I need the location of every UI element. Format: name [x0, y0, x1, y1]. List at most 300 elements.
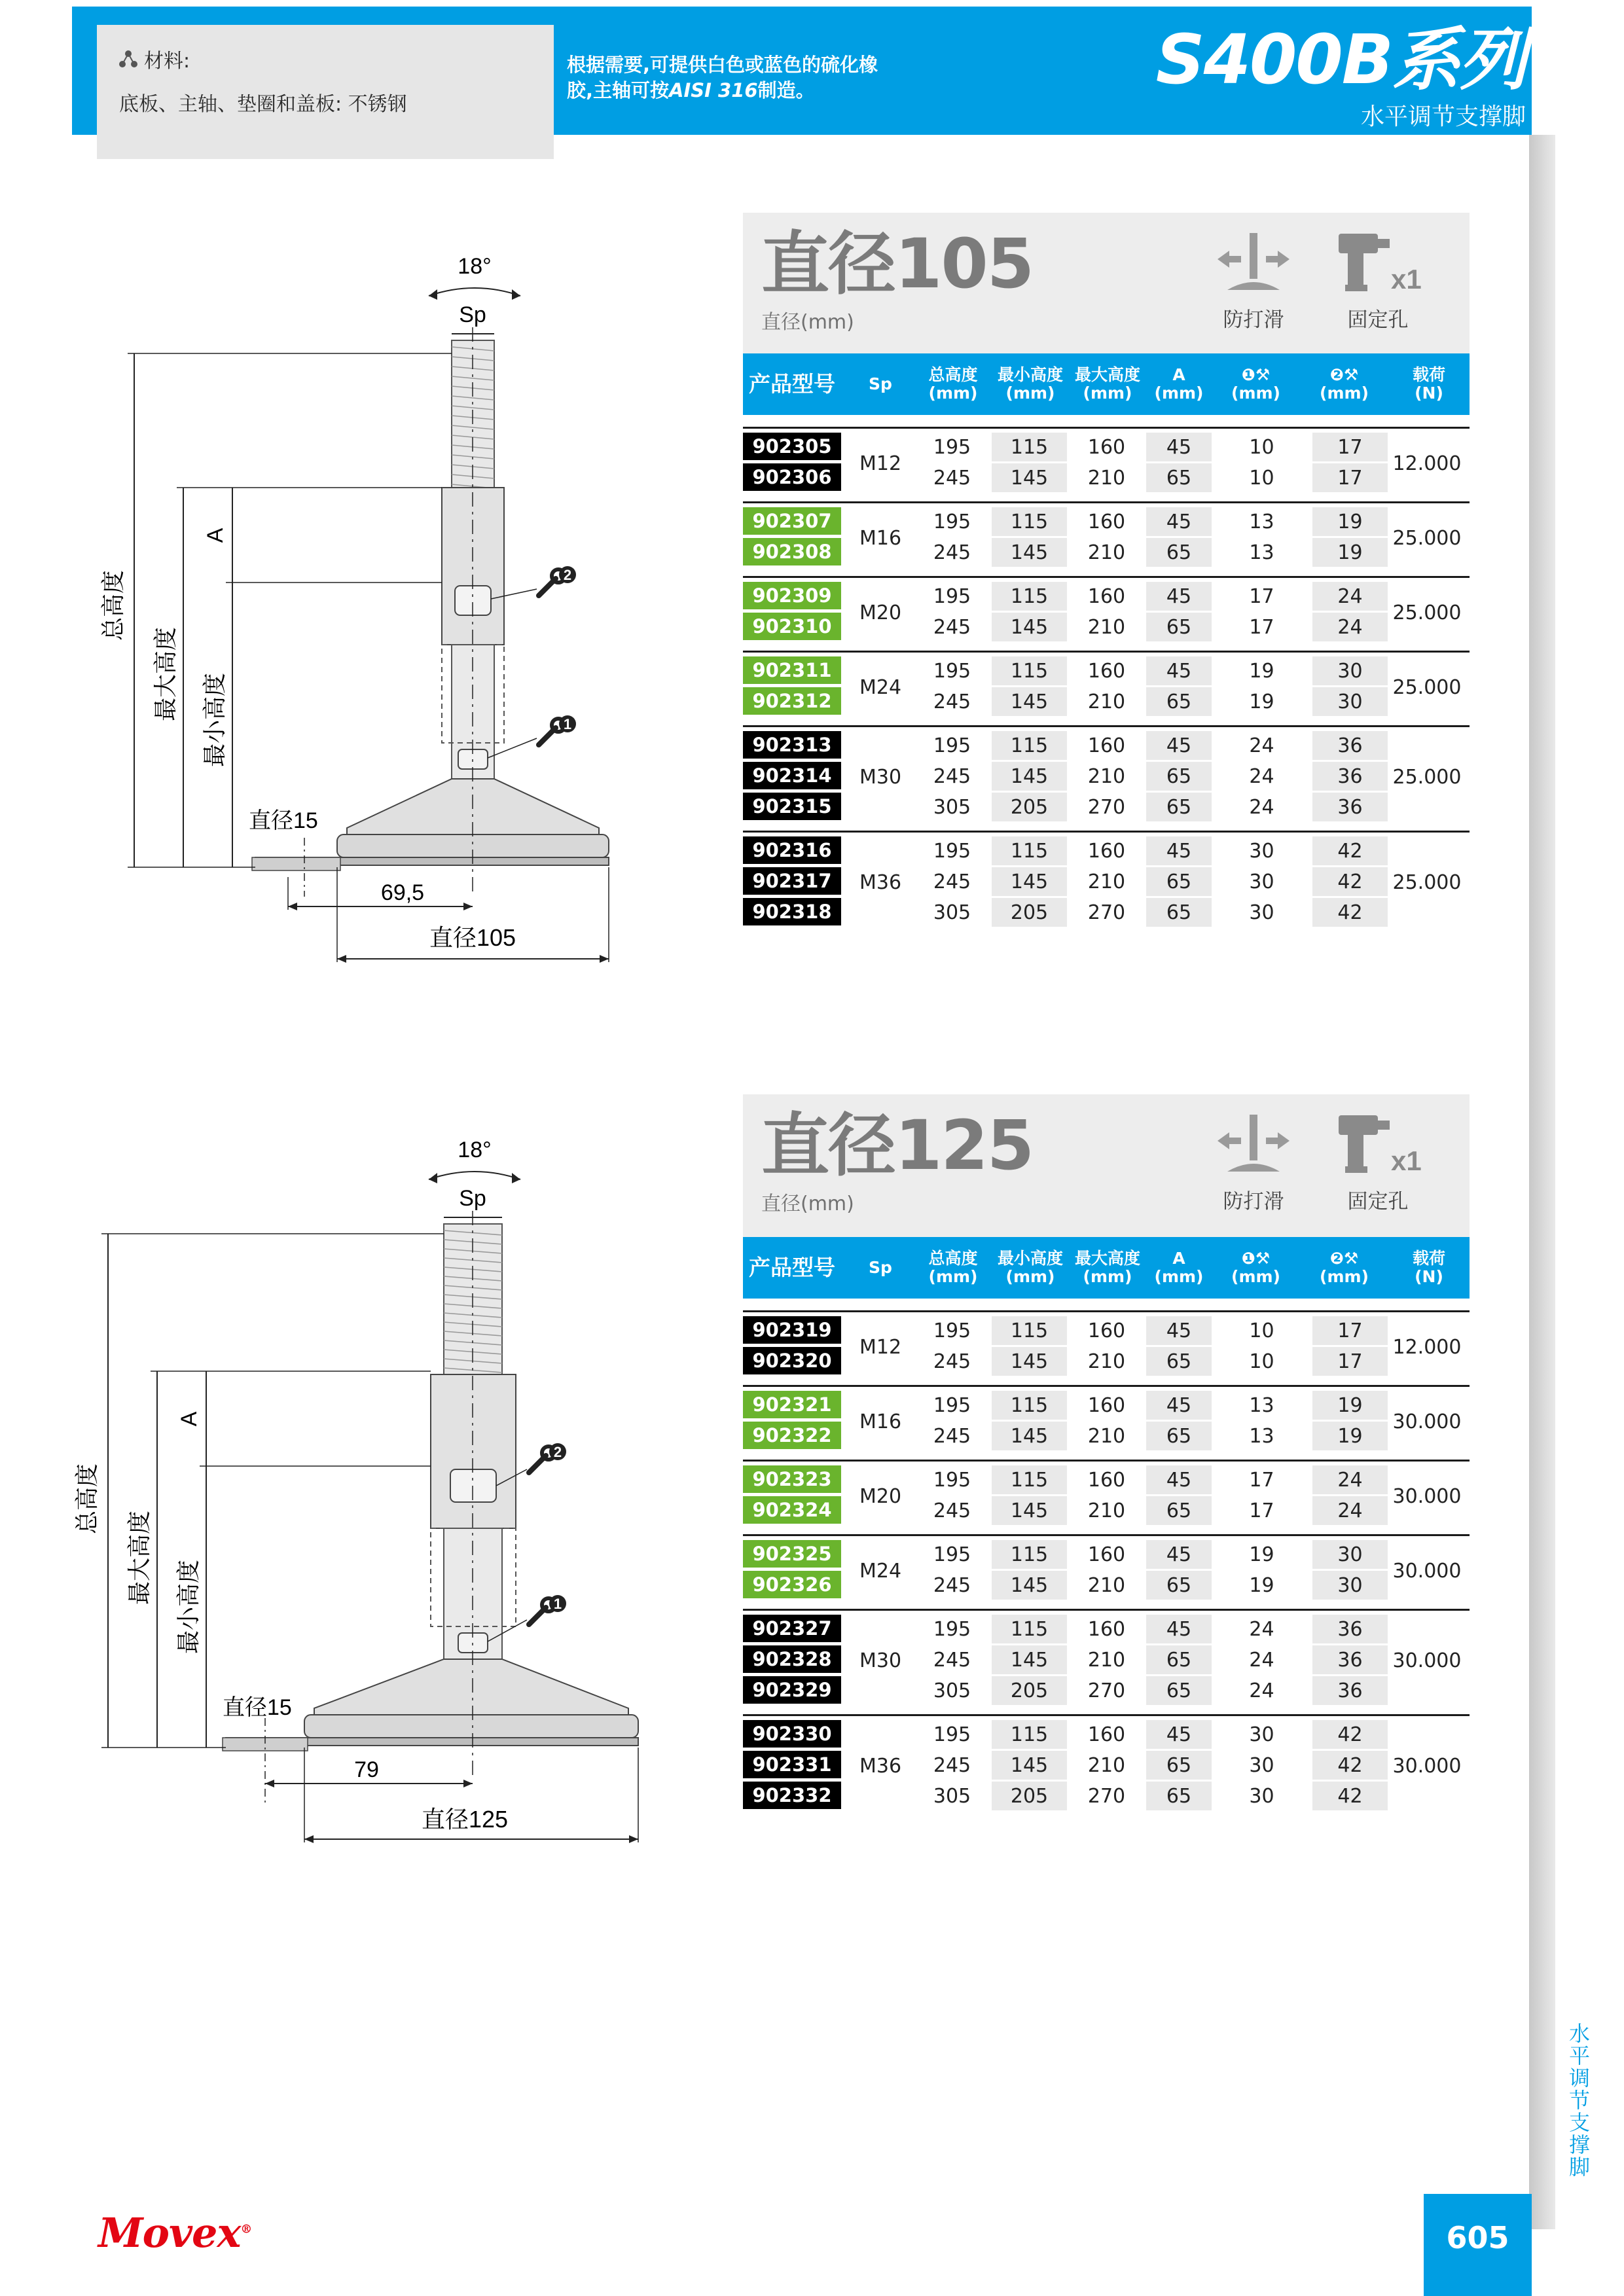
header-note [567, 52, 933, 103]
table-cell: 24 [1312, 1496, 1388, 1525]
table-cell: 160 [1087, 1468, 1126, 1492]
table-cell: 17 [1249, 584, 1274, 608]
table-cell: 17 [1249, 615, 1274, 639]
section-subtitle: 直径(mm) [761, 311, 854, 334]
table-cell: 145 [992, 762, 1067, 791]
drill-icon [1332, 1111, 1424, 1177]
table-cell: 210 [1087, 1573, 1126, 1597]
table-cell: 160 [1087, 1543, 1126, 1566]
table-cell: 245 [933, 615, 971, 639]
svg-text:2: 2 [563, 567, 572, 583]
spec-group-m30 [743, 725, 1470, 825]
product-code: 902310 [743, 613, 841, 640]
load-value: 25.000 [1392, 675, 1462, 699]
hole-dia-label: 直径15 [223, 1695, 292, 1720]
drill-icon [1332, 230, 1424, 295]
table-cell: 17 [1312, 463, 1388, 492]
table-cell: 205 [992, 898, 1067, 927]
section-125-header [743, 1094, 1470, 1240]
table-cell: 19 [1249, 1543, 1274, 1566]
nut-body [442, 488, 504, 645]
table-cell: 210 [1087, 615, 1126, 639]
table-cell: 65 [1146, 1645, 1212, 1674]
table-cell: 30 [1249, 901, 1274, 924]
table-cell: 210 [1087, 1648, 1126, 1672]
spec-group-m16 [743, 501, 1470, 571]
thread-size: M16 [859, 526, 902, 550]
base-cone [314, 1659, 628, 1715]
materials-box [97, 25, 554, 159]
sp-label: Sp [459, 1186, 486, 1211]
materials-text: 底板、主轴、垫圈和盖板: 不锈钢 [119, 93, 407, 116]
wrench-1-icon [529, 1595, 566, 1624]
table-cell: 13 [1249, 1393, 1274, 1417]
offset-label: 79 [354, 1757, 379, 1782]
product-code: 902331 [743, 1751, 841, 1778]
table-cell: 19 [1312, 1391, 1388, 1420]
table-cell: 36 [1312, 1676, 1388, 1705]
product-code: 902311 [743, 656, 841, 684]
table-cell: 115 [992, 656, 1067, 685]
thread-size: M16 [859, 1410, 902, 1433]
table-cell: 30 [1249, 870, 1274, 893]
table-cell: 45 [1146, 1615, 1212, 1643]
table-cell: 305 [933, 1679, 971, 1702]
product-code: 902309 [743, 582, 841, 609]
table-cell: 160 [1087, 839, 1126, 863]
table-cell: 45 [1146, 1316, 1212, 1345]
product-code: 902315 [743, 793, 841, 820]
table-cell: 24 [1312, 613, 1388, 641]
angle-label: 18° [458, 1138, 492, 1162]
table-cell: 245 [933, 1648, 971, 1672]
wrench-icon: ⚒ [1343, 365, 1359, 384]
thread-size: M30 [859, 1649, 902, 1672]
table-cell: 115 [992, 507, 1067, 536]
section-subtitle: 直径(mm) [761, 1193, 854, 1215]
anti-slip-feature [1208, 1111, 1299, 1214]
table-cell: 210 [1087, 541, 1126, 564]
table-cell: 270 [1087, 1679, 1126, 1702]
series-subtitle: 水平调节支撑脚 [1360, 103, 1526, 130]
table-cell: 17 [1312, 433, 1388, 461]
table-cell: 195 [933, 435, 971, 459]
table-cell: 145 [992, 867, 1067, 896]
table-cell: 65 [1146, 613, 1212, 641]
table-cell: 30 [1312, 1540, 1388, 1569]
table-cell: 65 [1146, 762, 1212, 791]
table-cell: 115 [992, 836, 1067, 865]
rotation-arc [429, 1172, 520, 1179]
product-code: 902332 [743, 1782, 841, 1809]
table-cell: 42 [1312, 1782, 1388, 1810]
thread-size: M24 [859, 1559, 902, 1583]
min-height-label: 最小高度 [201, 672, 228, 768]
table-cell: 45 [1146, 507, 1212, 536]
table-cell: 45 [1146, 1391, 1212, 1420]
table-cell: 160 [1087, 510, 1126, 533]
table-cell: 160 [1087, 1617, 1126, 1641]
table-cell: 145 [992, 1496, 1067, 1525]
wrench-2-icon [539, 566, 576, 596]
spec-group-m36 [743, 1714, 1470, 1814]
product-code: 902323 [743, 1465, 841, 1493]
header-min_h: 最小高度 (mm) [997, 1249, 1063, 1286]
table-cell: 36 [1312, 1645, 1388, 1674]
table-cell: 42 [1312, 1751, 1388, 1780]
side-label: 水平调节支撑脚 [1566, 2022, 1591, 2178]
table-cell: 17 [1312, 1316, 1388, 1345]
table-cell: 145 [992, 613, 1067, 641]
table-cell: 65 [1146, 1347, 1212, 1376]
thread-size: M12 [859, 452, 902, 475]
thread-size: M20 [859, 601, 902, 624]
offset-label: 69,5 [380, 880, 425, 905]
table-cell: 30 [1312, 1571, 1388, 1600]
note-line-2a: 胶,主轴可按 [567, 79, 670, 101]
table-cell: 195 [933, 1617, 971, 1641]
table-cell: 115 [992, 433, 1067, 461]
table-cell: 210 [1087, 466, 1126, 490]
product-code: 902306 [743, 463, 841, 491]
table-cell: 115 [992, 1720, 1067, 1749]
page-number: 605 [1424, 2194, 1532, 2296]
table-cell: 160 [1087, 734, 1126, 757]
table-cell: 115 [992, 1391, 1067, 1420]
table-cell: 24 [1249, 734, 1274, 757]
table-cell: 65 [1146, 463, 1212, 492]
table-cell: 115 [992, 1615, 1067, 1643]
table-cell: 42 [1312, 867, 1388, 896]
table-cell: 19 [1312, 1422, 1388, 1450]
table-cell: 65 [1146, 867, 1212, 896]
header-wrench2: ❷⚒ (mm) [1320, 1249, 1369, 1286]
product-code: 902330 [743, 1720, 841, 1748]
table-cell: 36 [1312, 731, 1388, 760]
table-cell: 160 [1087, 1393, 1126, 1417]
load-value: 12.000 [1392, 452, 1462, 475]
load-value: 12.000 [1392, 1335, 1462, 1359]
product-code: 902314 [743, 762, 841, 789]
table-cell: 42 [1312, 1720, 1388, 1749]
table-cell: 205 [992, 1676, 1067, 1705]
load-value: 25.000 [1392, 871, 1462, 894]
table-cell: 45 [1146, 582, 1212, 611]
nut-body [431, 1374, 516, 1528]
table-cell: 195 [933, 510, 971, 533]
rotation-arc [429, 288, 520, 296]
product-code: 902316 [743, 836, 841, 864]
thread-size: M36 [859, 871, 902, 894]
movex-logo: Movex® [98, 2209, 252, 2257]
table-cell: 245 [933, 1499, 971, 1522]
fixing-hole-label: 固定孔 [1347, 1190, 1409, 1213]
note-line-2-em: AISI 316 [669, 79, 758, 101]
table-cell: 245 [933, 1573, 971, 1597]
table-cell: 65 [1146, 898, 1212, 927]
table-cell: 145 [992, 1422, 1067, 1450]
thread-size: M20 [859, 1484, 902, 1508]
section-title: 直径105 [761, 224, 1034, 304]
table-cell: 245 [933, 541, 971, 564]
thread-size: M30 [859, 766, 902, 789]
angle-label: 18° [458, 254, 492, 279]
header-code: 产品型号 [749, 371, 835, 397]
product-code: 902320 [743, 1347, 841, 1374]
load-value: 30.000 [1392, 1559, 1462, 1583]
table-cell: 36 [1312, 793, 1388, 821]
max-height-label: 最大高度 [126, 1510, 153, 1605]
header-wrench1: ❶⚒ (mm) [1231, 365, 1280, 403]
materials-icon [119, 50, 137, 68]
table-cell: 65 [1146, 1782, 1212, 1810]
table-cell: 24 [1249, 795, 1274, 819]
table-cell: 145 [992, 538, 1067, 567]
table-cell: 195 [933, 1468, 971, 1492]
product-code: 902324 [743, 1496, 841, 1524]
table-cell: 195 [933, 734, 971, 757]
table-cell: 65 [1146, 1751, 1212, 1780]
base-dia-label: 直径105 [429, 924, 516, 951]
table-cell: 10 [1249, 1319, 1274, 1342]
product-code: 902321 [743, 1391, 841, 1418]
total-height-label: 总高度 [73, 1463, 100, 1535]
thread-size: M12 [859, 1335, 902, 1359]
drawing-105 [0, 249, 720, 982]
anti-slip-feature [1208, 230, 1299, 332]
table-cell: 210 [1087, 764, 1126, 788]
table-cell: 42 [1312, 836, 1388, 865]
table-cell: 160 [1087, 1723, 1126, 1746]
table-cell: 10 [1249, 1350, 1274, 1373]
drawing-125 [0, 1132, 720, 1865]
min-height-label: 最小高度 [175, 1559, 202, 1655]
table-cell: 30 [1312, 687, 1388, 716]
table-cell: 115 [992, 1540, 1067, 1569]
table-cell: 160 [1087, 659, 1126, 683]
table-cell: 42 [1312, 898, 1388, 927]
spec-group-m30 [743, 1609, 1470, 1709]
header-wrench1: ❶⚒ (mm) [1231, 1249, 1280, 1286]
table-cell: 65 [1146, 687, 1212, 716]
table-cell: 45 [1146, 1720, 1212, 1749]
wrench-icon: ⚒ [1255, 365, 1271, 384]
product-code: 902325 [743, 1540, 841, 1568]
product-code: 902317 [743, 867, 841, 895]
table-cell: 30 [1249, 1723, 1274, 1746]
table-cell: 210 [1087, 1424, 1126, 1448]
table-cell: 210 [1087, 1499, 1126, 1522]
table-cell: 115 [992, 582, 1067, 611]
table-cell: 13 [1249, 1424, 1274, 1448]
header-a: A (mm) [1154, 1249, 1204, 1286]
max-height-label: 最大高度 [152, 626, 179, 722]
load-value: 30.000 [1392, 1755, 1462, 1778]
table-cell: 19 [1249, 690, 1274, 713]
table-cell: 270 [1087, 901, 1126, 924]
wrench-1-icon [539, 715, 576, 745]
table-cell: 36 [1312, 762, 1388, 791]
fixing-count: x1 [1391, 1145, 1422, 1176]
load-value: 30.000 [1392, 1410, 1462, 1433]
table-cell: 65 [1146, 1571, 1212, 1600]
table-cell: 160 [1087, 435, 1126, 459]
fixing-count: x1 [1391, 264, 1422, 295]
table-cell: 65 [1146, 1422, 1212, 1450]
table-cell: 45 [1146, 731, 1212, 760]
table-cell: 17 [1312, 1347, 1388, 1376]
table-cell: 195 [933, 1543, 971, 1566]
table-cell: 10 [1249, 435, 1274, 459]
product-code: 902313 [743, 731, 841, 759]
table-cell: 45 [1146, 1540, 1212, 1569]
table-cell: 205 [992, 793, 1067, 821]
materials-title: 材料: [144, 50, 190, 73]
spec-group-m12 [743, 1310, 1470, 1380]
table-cell: 24 [1249, 1679, 1274, 1702]
product-code: 902307 [743, 507, 841, 535]
header-max_h: 最大高度 (mm) [1074, 1249, 1140, 1286]
section-105-header [743, 213, 1470, 358]
table-cell: 245 [933, 466, 971, 490]
table-cell: 145 [992, 1347, 1067, 1376]
svg-text:1: 1 [553, 1596, 562, 1612]
table-cell: 65 [1146, 538, 1212, 567]
table-cell: 160 [1087, 584, 1126, 608]
table-cell: 195 [933, 1393, 971, 1417]
table-cell: 245 [933, 1424, 971, 1448]
anti-slip-icon [1211, 230, 1296, 295]
table-cell: 30 [1249, 1753, 1274, 1777]
table-cell: 305 [933, 1784, 971, 1808]
table-cell: 115 [992, 1316, 1067, 1345]
table-cell: 245 [933, 1753, 971, 1777]
table-cell: 17 [1249, 1499, 1274, 1522]
product-code: 902305 [743, 433, 841, 460]
table-cell: 210 [1087, 690, 1126, 713]
wrench-2-icon [529, 1443, 566, 1473]
table-cell: 24 [1312, 1465, 1388, 1494]
table-cell: 145 [992, 1571, 1067, 1600]
table-cell: 45 [1146, 433, 1212, 461]
load-value: 25.000 [1392, 526, 1462, 550]
table-cell: 115 [992, 1465, 1067, 1494]
header-load: 载荷 (N) [1412, 365, 1445, 403]
anti-slip-label: 防打滑 [1223, 308, 1284, 332]
table-cell: 30 [1249, 1784, 1274, 1808]
table-cell: 30 [1249, 839, 1274, 863]
table-cell: 45 [1146, 656, 1212, 685]
header-total_h: 总高度 (mm) [928, 365, 978, 403]
header-load: 载荷 (N) [1412, 1249, 1445, 1286]
table-cell: 245 [933, 870, 971, 893]
table-cell: 195 [933, 1723, 971, 1746]
header-a: A (mm) [1154, 365, 1204, 403]
note-line-1: 根据需要,可提供白色或蓝色的硫化橡 [567, 54, 878, 76]
section-title: 直径125 [761, 1105, 1034, 1185]
table-cell: 195 [933, 584, 971, 608]
header-total_h: 总高度 (mm) [928, 1249, 978, 1286]
header-wrench2: ❷⚒ (mm) [1320, 365, 1369, 403]
fixing-hole-feature [1332, 1111, 1424, 1214]
spec-group-m16 [743, 1385, 1470, 1454]
header-min_h: 最小高度 (mm) [997, 365, 1063, 403]
thread-size: M36 [859, 1755, 902, 1778]
table-cell: 19 [1312, 538, 1388, 567]
fixing-lug [252, 857, 340, 870]
side-fold [1529, 135, 1555, 2229]
table-cell: 17 [1249, 1468, 1274, 1492]
table-cell: 115 [992, 731, 1067, 760]
wrench-icon: ⚒ [1343, 1249, 1359, 1268]
table-cell: 45 [1146, 1465, 1212, 1494]
table-cell: 210 [1087, 1350, 1126, 1373]
product-code: 902329 [743, 1676, 841, 1704]
table-cell: 24 [1249, 1648, 1274, 1672]
table-cell: 145 [992, 687, 1067, 716]
wrench-icon: ⚒ [1255, 1249, 1271, 1268]
sp-label: Sp [459, 302, 486, 327]
a-label: A [203, 528, 228, 543]
table-cell: 205 [992, 1782, 1067, 1810]
table-cell: 36 [1312, 1615, 1388, 1643]
table-cell: 195 [933, 1319, 971, 1342]
table-cell: 195 [933, 839, 971, 863]
product-code: 902318 [743, 898, 841, 925]
a-label: A [177, 1411, 202, 1427]
spec-group-m12 [743, 427, 1470, 496]
spec-group-m20 [743, 1460, 1470, 1529]
table-cell: 195 [933, 659, 971, 683]
base-dia-label: 直径125 [421, 1806, 509, 1833]
thread-size: M24 [859, 675, 902, 699]
svg-text:1: 1 [563, 716, 572, 732]
spec-group-m24 [743, 1534, 1470, 1604]
product-code: 902319 [743, 1316, 841, 1344]
table-cell: 19 [1249, 659, 1274, 683]
load-value: 30.000 [1392, 1484, 1462, 1508]
table-header [743, 1237, 1470, 1299]
table-header [743, 353, 1470, 415]
table-cell: 65 [1146, 1496, 1212, 1525]
table-cell: 145 [992, 1645, 1067, 1674]
anti-slip-icon [1211, 1111, 1296, 1177]
table-cell: 30 [1312, 656, 1388, 685]
table-cell: 65 [1146, 793, 1212, 821]
table-cell: 24 [1249, 1617, 1274, 1641]
load-value: 25.000 [1392, 766, 1462, 789]
header-code: 产品型号 [749, 1255, 835, 1280]
hole-dia-label: 直径15 [249, 808, 318, 833]
table-cell: 24 [1249, 764, 1274, 788]
table-cell: 270 [1087, 795, 1126, 819]
table-cell: 19 [1312, 507, 1388, 536]
product-code: 902328 [743, 1645, 841, 1673]
spec-group-m20 [743, 576, 1470, 645]
table-cell: 210 [1087, 1753, 1126, 1777]
table-cell: 45 [1146, 836, 1212, 865]
table-cell: 305 [933, 901, 971, 924]
spec-group-m36 [743, 831, 1470, 931]
table-cell: 245 [933, 1350, 971, 1373]
product-code: 902327 [743, 1615, 841, 1642]
table-cell: 13 [1249, 510, 1274, 533]
table-cell: 210 [1087, 870, 1126, 893]
table-cell: 245 [933, 764, 971, 788]
header-sp: Sp [869, 1258, 892, 1277]
product-code: 902308 [743, 538, 841, 565]
base-plate [304, 1715, 638, 1738]
